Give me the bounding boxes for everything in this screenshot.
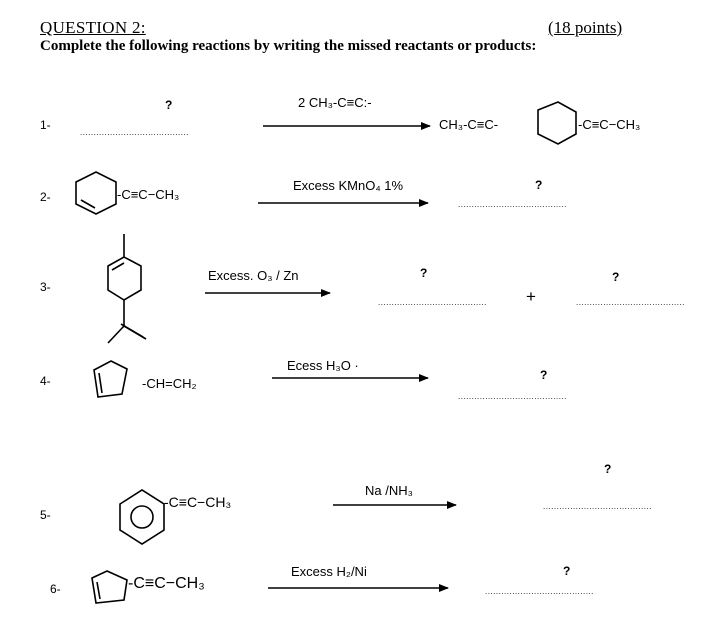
reaction-6-product-unknown: ? — [563, 564, 571, 578]
reaction-6-number: 6- — [50, 582, 61, 596]
points-label: (18 points) — [548, 18, 623, 37]
reaction-2-cyclohexene — [76, 172, 116, 214]
reaction-3-product2-unknown: ? — [612, 270, 620, 284]
reaction-4-product-blank: ........................................ — [458, 392, 567, 401]
reaction-6-substituent: -C≡C−CH₃ — [128, 575, 205, 592]
reaction-2-product-unknown: ? — [535, 178, 543, 192]
reaction-1-reactant-blank: ........................................ — [80, 128, 189, 137]
reaction-6-reagent: Excess H₂/Ni — [291, 564, 367, 579]
reaction-3-product1-unknown: ? — [420, 266, 428, 280]
reaction-5-reagent: Na /NH₃ — [365, 483, 413, 498]
reaction-1-product-left: CH₃-C≡C- — [439, 117, 499, 132]
reaction-5-number: 5- — [40, 508, 51, 522]
plus-sign: + — [526, 287, 536, 306]
reaction-6-product-blank: ........................................ — [485, 587, 594, 596]
question-title: QUESTION 2: — [40, 18, 146, 37]
instructions: Complete the following reactions by writing the missed reactants or products: — [40, 38, 537, 54]
reaction-2-product-blank: ........................................ — [458, 200, 567, 209]
reaction-5-product-blank: ........................................ — [543, 502, 652, 511]
reaction-5-substituent: -C≡C−CH₃ — [164, 494, 232, 510]
reaction-1-product-right: -C≡C−CH₃ — [578, 117, 641, 132]
reaction-4-product-unknown: ? — [540, 368, 548, 382]
reaction-5-benzene — [120, 490, 164, 544]
reaction-2-substituent: -C≡C−CH₃ — [117, 187, 180, 202]
reaction-2-number: 2- — [40, 190, 51, 204]
reaction-1-reactant-unknown: ? — [165, 98, 173, 112]
reaction-3-product2-blank: ........................................ — [576, 298, 685, 307]
reaction-4-cyclopentene — [94, 361, 127, 397]
reaction-4-number: 4- — [40, 374, 51, 388]
reaction-3-number: 3- — [40, 280, 51, 294]
reaction-3-reactant — [108, 234, 146, 343]
reaction-1-number: 1- — [40, 118, 51, 132]
reaction-2-reagent: Excess KMnO₄ 1% — [293, 178, 404, 193]
reaction-3-reagent: Excess. O₃ / Zn — [208, 268, 299, 283]
reaction-1-reagent: 2 CH₃-C≡C:- — [298, 95, 372, 110]
reaction-1-cyclohexane — [538, 102, 576, 144]
reaction-5-product-unknown: ? — [604, 462, 612, 476]
reaction-4-reagent: Ecess H₃O · — [287, 358, 359, 373]
reaction-4-substituent: -CH=CH₂ — [142, 376, 197, 391]
reaction-3-product1-blank: ........................................ — [378, 298, 487, 307]
